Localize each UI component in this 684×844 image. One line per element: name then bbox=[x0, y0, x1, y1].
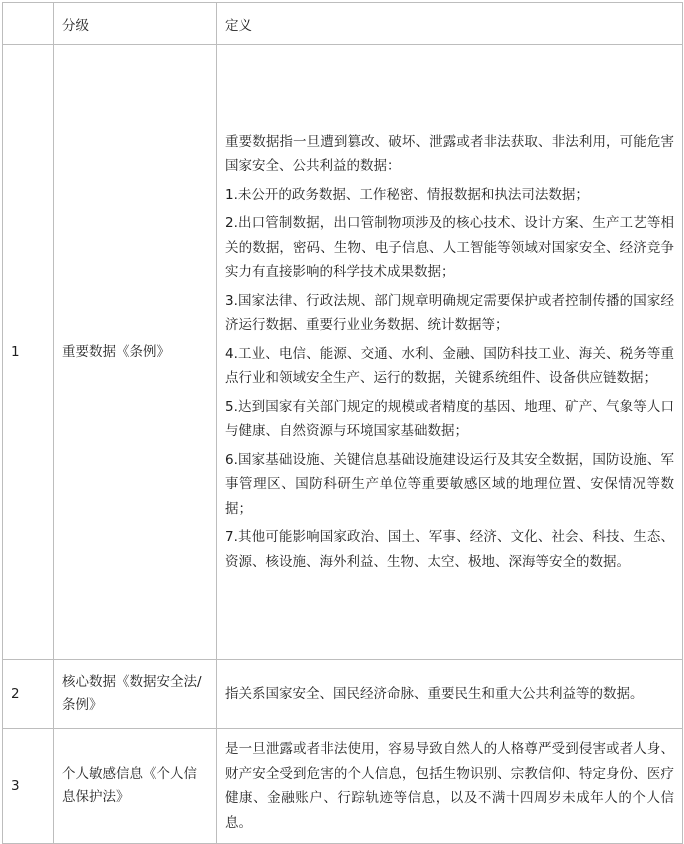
definition-item: 1.未公开的政务数据、工作秘密、情报数据和执法司法数据； bbox=[225, 186, 589, 203]
row-definition bbox=[217, 660, 683, 729]
header-level: 分级 bbox=[54, 3, 217, 45]
row-index: 3 bbox=[3, 729, 54, 844]
header-index bbox=[3, 3, 54, 45]
row-index: 2 bbox=[3, 660, 54, 729]
definition-item: 6.国家基础设施、关键信息基础设施建设运行及其安全数据，国防设施、军事管理区、国防科研生产单位等重要敏感区域的地理位置、安保情况等数据； bbox=[225, 451, 674, 517]
header-definition: 定义 bbox=[217, 3, 683, 45]
classification-table bbox=[2, 2, 683, 844]
definition-item: 4.工业、电信、能源、交通、水利、金融、国防科技工业、海关、税务等重点行业和领域安全生产、运行的数据，关键系统组件、设备供应链数据； bbox=[225, 345, 674, 387]
header-row bbox=[3, 3, 683, 45]
definition-item: 2.出口管制数据，出口管制物项涉及的核心技术、设计方案、生产工艺等相关的数据，密码、生物、电子信息、人工智能等领域对国家安全、经济竞争实力有直接影响的科学技术成果数据； bbox=[225, 215, 674, 281]
definition-item: 7.其他可能影响国家政治、国土、军事、经济、文化、社会、科技、生态、资源、核设施、海外利益、生物、太空、极地、深海等安全的数据。 bbox=[225, 529, 674, 570]
definition-item: 5.达到国家有关部门规定的规模或者精度的基因、地理、矿产、气象等人口与健康、自然资源与环境国家基础数据； bbox=[225, 398, 674, 440]
table-row bbox=[3, 660, 683, 729]
definition-item: 3.国家法律、行政法规、部门规章明确规定需要保护或者控制传播的国家经济运行数据、重要行业业务数据、统计数据等； bbox=[225, 292, 674, 334]
row-level: 核心数据《数据安全法/条例》 bbox=[54, 660, 217, 729]
row-level: 重要数据《条例》 bbox=[54, 45, 217, 660]
table-row bbox=[3, 729, 683, 844]
row-index: 1 bbox=[3, 45, 54, 660]
row-level: 个人敏感信息《个人信息保护法》 bbox=[54, 729, 217, 844]
definition-paragraph: 是一旦泄露或者非法使用，容易导致自然人的人格尊严受到侵害或者人身、财产安全受到危害的个人信息，包括生物识别、宗教信仰、特定身份、医疗健康、金融账户、行踪轨迹等信息，以及不满十四周岁未成年人的个人信息。 bbox=[225, 741, 674, 831]
definition-paragraph: 指关系国家安全、国民经济命脉、重要民生和重大公共利益等的数据。 bbox=[225, 685, 644, 702]
definition-paragraph: 重要数据指一旦遭到篡改、破坏、泄露或者非法获取、非法利用，可能危害国家安全、公共利益的数据： bbox=[225, 133, 674, 175]
table-row bbox=[3, 45, 683, 660]
row-definition bbox=[217, 729, 683, 844]
row-definition bbox=[217, 45, 683, 660]
